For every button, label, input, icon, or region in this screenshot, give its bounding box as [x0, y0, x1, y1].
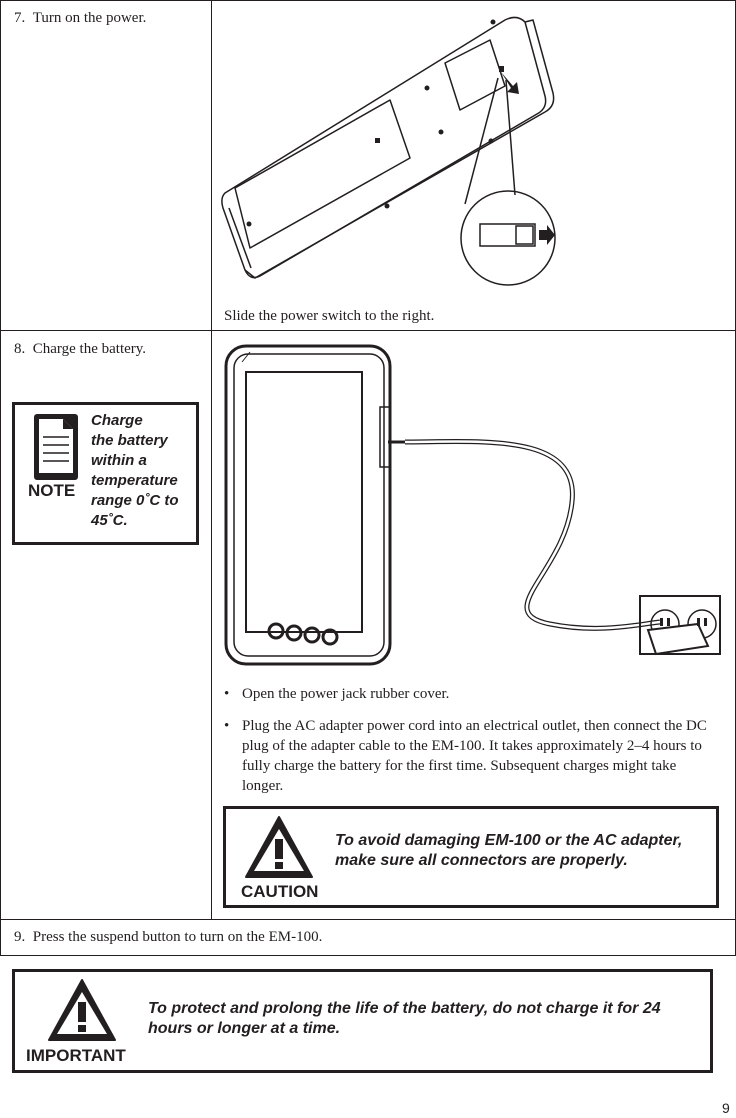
- step-9: [14, 929, 322, 946]
- important-label: IMPORTANT: [26, 1046, 126, 1065]
- important-text: [148, 999, 661, 1039]
- note-line: 45˚C.: [91, 512, 128, 529]
- note-line: range 0˚C to: [91, 492, 179, 509]
- power-switch-caption: Slide the power switch to the right.: [224, 308, 435, 324]
- page-number: 9: [722, 1100, 730, 1116]
- warning-triangle-icon: [244, 815, 314, 879]
- note-box: [12, 402, 199, 545]
- step-number: 7.: [14, 10, 26, 26]
- caution-label: CAUTION: [241, 882, 319, 901]
- step-text: Charge the battery.: [32, 341, 147, 357]
- important-line: hours or longer at a time.: [148, 1020, 341, 1037]
- important-box: [12, 969, 713, 1073]
- important-line: To protect and prolong the life of the battery, do not charge it for 24: [148, 1000, 661, 1017]
- note-line: temperature: [91, 472, 178, 489]
- bullet-list: [224, 684, 724, 796]
- note-line: the battery: [91, 432, 168, 449]
- step-number: 8.: [14, 341, 26, 357]
- bullet-item: • Plug the AC adapter power cord into an electrical outlet, then connect the DC plug of the adapter cable to the EM-100. It takes approximately 2–4 hours to fully charge the battery for the first time. Subsequent charges might take longer.: [224, 716, 724, 796]
- step-text: Press the suspend button to turn on the EM-100.: [32, 929, 323, 945]
- bullet-item: • Open the power jack rubber cover.: [224, 686, 450, 702]
- step-8: [14, 341, 146, 358]
- note-label: NOTE: [28, 481, 76, 500]
- step-text: Turn on the power.: [32, 10, 147, 26]
- caution-text: [335, 831, 682, 871]
- bullet-text: Plug the AC adapter power cord into an electrical outlet, then connect the DC plug of the adapter cable to the EM-100. It takes approximately 2–4 hours to fully charge the battery for the first time. Subsequent charges might take longer.: [242, 718, 707, 794]
- row-7-left: [0, 0, 212, 331]
- note-icon: [33, 413, 79, 481]
- caution-line: To avoid damaging EM-100 or the AC adapter,: [335, 832, 683, 849]
- device-back-illustration: [215, 8, 565, 298]
- caution-box: [223, 806, 719, 908]
- charging-illustration: [220, 342, 725, 667]
- step-7: [14, 10, 146, 27]
- note-text: [91, 411, 179, 531]
- warning-triangle-icon: [47, 978, 117, 1042]
- step-number: 9.: [14, 929, 26, 945]
- note-line: Charge: [91, 412, 143, 429]
- caution-line: make sure all connectors are properly.: [335, 852, 628, 869]
- bullet-text: Open the power jack rubber cover.: [242, 686, 450, 702]
- note-line: within a: [91, 452, 147, 469]
